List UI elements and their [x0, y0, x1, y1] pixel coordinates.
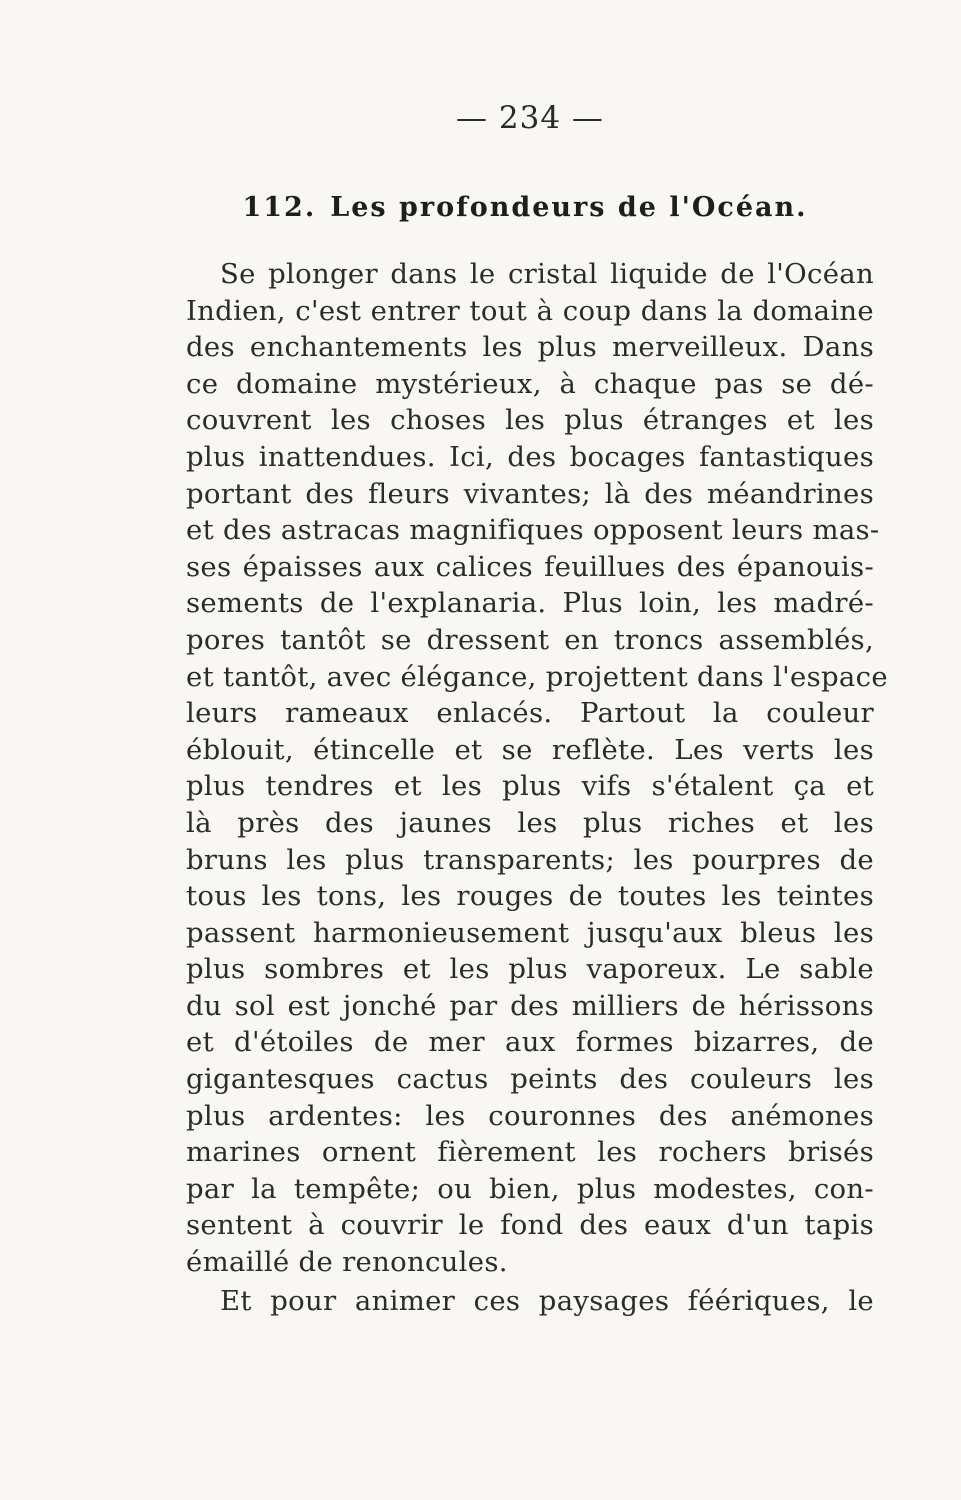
- text-line: Et pour animer ces paysages féériques, le: [220, 1284, 874, 1317]
- text-line: Se plonger dans le cristal liquide de l'Océan: [220, 258, 874, 290]
- text-line: et d'étoiles de mer aux formes bizarres, de: [186, 1026, 874, 1059]
- text-line: plus tendres et les plus vifs s'étalent ça et: [186, 770, 874, 803]
- section-title: Les profondeurs de l'Océan.: [330, 192, 808, 223]
- text-line: pores tantôt se dressent en troncs assemblés,: [186, 623, 874, 656]
- text-line: sements de l'explanaria. Plus loin, les madré-: [186, 587, 874, 620]
- text-line: émaillé de renoncules.: [186, 1246, 508, 1279]
- text-line: ce domaine mystérieux, à chaque pas se dé-: [186, 367, 874, 400]
- text-line: plus sombres et les plus vaporeux. Le sable: [186, 953, 874, 986]
- text-line: là près des jaunes les plus riches et les: [186, 806, 874, 839]
- text-line: plus ardentes: les couronnes des anémones: [186, 1099, 874, 1132]
- text-line: plus inattendues. Ici, des bocages fantastiques: [186, 440, 874, 473]
- text-line: et tantôt, avec élégance, projettent dans l'espace: [186, 660, 888, 693]
- body-text: [186, 256, 888, 1319]
- text-line: couvrent les choses les plus étranges et les: [186, 404, 874, 437]
- text-line: marines ornent fièrement les rochers brisés: [186, 1136, 874, 1169]
- text-line: passent harmonieusement jusqu'aux bleus les: [186, 916, 874, 949]
- text-line: tous les tons, les rouges de toutes les teintes: [186, 880, 874, 913]
- text-line: Indien, c'est entrer tout à coup dans la domaine: [186, 294, 874, 327]
- text-line: par la tempête; ou bien, plus modestes, con-: [186, 1172, 874, 1205]
- text-line: gigantesques cactus peints des couleurs les: [186, 1063, 874, 1096]
- text-line: leurs rameaux enlacés. Partout la couleur: [186, 697, 874, 730]
- text-line: des enchantements les plus merveilleux. Dans: [186, 331, 874, 364]
- text-line: portant des fleurs vivantes; là des méandrines: [186, 477, 874, 510]
- section-heading: [0, 192, 961, 223]
- text-line: ses épaisses aux calices feuillues des épanouis-: [186, 550, 874, 583]
- paragraph-1: [186, 256, 888, 1281]
- text-line: et des astracas magnifiques opposent leurs mas-: [186, 514, 880, 547]
- text-line: du sol est jonché par des milliers de hérissons: [186, 989, 874, 1022]
- text-line: éblouit, étincelle et se reflète. Les verts les: [186, 733, 874, 766]
- paragraph-2: [186, 1283, 874, 1320]
- text-line: bruns les plus transparents; les pourpres de: [186, 843, 874, 876]
- section-number: 112.: [242, 192, 317, 223]
- page-number: — 234 —: [456, 100, 604, 136]
- text-line: sentent à couvrir le fond des eaux d'un tapis: [186, 1209, 874, 1242]
